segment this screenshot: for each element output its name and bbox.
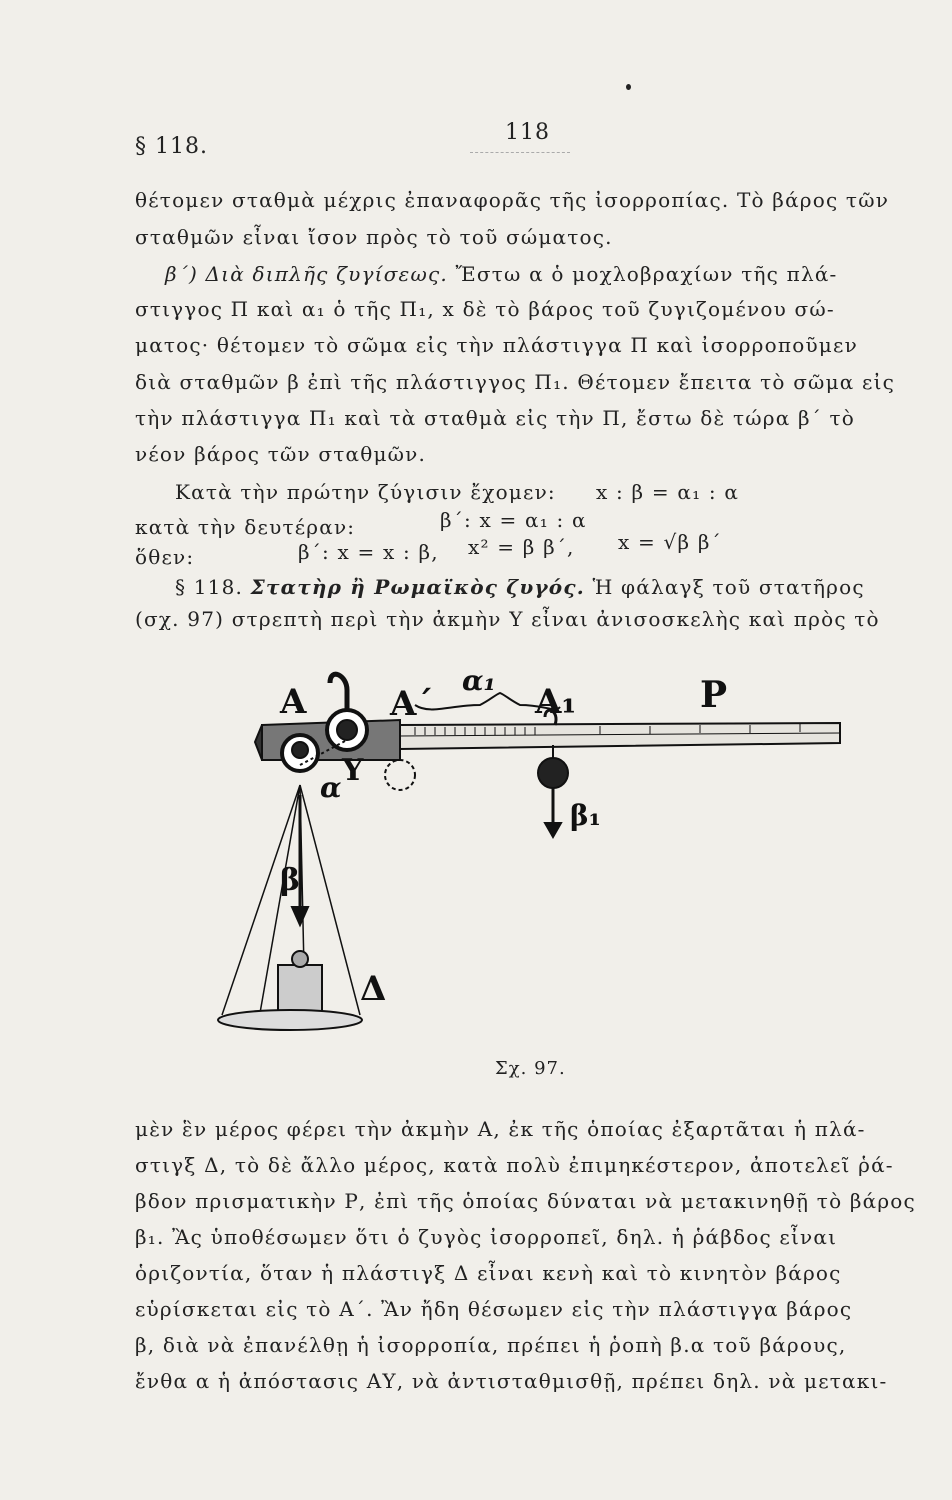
text-line: ὁριζοντία, ὅταν ἡ πλάστιγξ Δ εἶναι κενὴ καὶ τὸ κινητὸν βάρος — [135, 1261, 842, 1285]
text-line: σταθμῶν εἶναι ἴσον πρὸς τὸ τοῦ σώματος. — [135, 225, 613, 249]
text-line: στιγγος Π καὶ α₁ ὁ τῆς Π₁, x δὲ τὸ βάρος τοῦ ζυγιζομένου σώ- — [135, 297, 835, 321]
text-line: ματος· θέτομεν τὸ σῶμα εἰς τὴν πλάστιγγα Π καὶ ἰσορροποῦμεν — [135, 333, 858, 357]
equation-label-1: Κατὰ τὴν πρώτην ζύγισιν ἔχομεν: — [175, 480, 556, 504]
text-line: τὴν πλάστιγγα Π₁ καὶ τὰ σταθμὰ εἰς τὴν Π, ἔστω δὲ τώρα β΄ τὸ — [135, 406, 856, 430]
text-line: β, διὰ νὰ ἐπανέλθῃ ἡ ἰσορροπία, πρέπει ἡ ῥοπὴ β.α τοῦ βάρους, — [135, 1333, 847, 1357]
scale-pan — [218, 1010, 362, 1030]
label-A: Α — [280, 682, 307, 722]
label-A-prime: Α΄ — [390, 684, 434, 724]
text-line: εὑρίσκεται εἰς τὸ Α΄. Ἂν ἤδη θέσωμεν εἰς τὴν πλάστιγγα βάρος — [135, 1297, 853, 1321]
equation-3c: x = √β β΄ — [618, 530, 722, 554]
text-line: στιγξ Δ, τὸ δὲ ἄλλο μέρος, κατὰ πολὺ ἐπιμηκέστερον, ἀποτελεῖ ῥά- — [135, 1153, 894, 1177]
header-rule — [470, 152, 570, 153]
section-118-prefix: § 118. — [175, 575, 244, 599]
label-Y: Υ — [342, 753, 364, 788]
label-alpha1: α₁ — [462, 664, 496, 697]
top-hook — [330, 674, 347, 710]
text-line: νέον βάρος τῶν σταθμῶν. — [135, 442, 427, 466]
equation-label-2: κατὰ τὴν δευτέραν: — [135, 515, 356, 539]
sliding-weight — [538, 758, 568, 788]
label-A1: Α₁ — [535, 682, 577, 722]
paragraph-beta-title: β΄) Διὰ διπλῆς ζυγίσεως. — [165, 262, 448, 286]
text-line: ἔνθα α ἡ ἀπόστασις ΑΥ, νὰ ἀντισταθμισθῇ, πρέπει δηλ. νὰ μετακι- — [135, 1369, 888, 1393]
section-header: § 118. — [135, 134, 208, 159]
beta1-arrow — [545, 823, 561, 837]
ink-speck — [626, 84, 631, 90]
text-line: β₁. Ἂς ὑποθέσωμεν ὅτι ὁ ζυγὸς ἰσορροπεῖ, δηλ. ἡ ῥάβδος εἶναι — [135, 1225, 838, 1249]
paragraph-beta-text: Ἔστω α ὁ μοχλοβραχίων τῆς πλά- — [455, 262, 838, 286]
section-118-first-line — [175, 575, 915, 599]
text-line: θέτομεν σταθμὰ μέχρις ἐπαναφορᾶς τῆς ἰσορροπίας. Τὸ βάρος τῶν — [135, 188, 890, 212]
text-line: βδον πρισματικὴν Ρ, ἐπὶ τῆς ὁποίας δύναται νὰ μετακινηθῇ τὸ βάρος — [135, 1189, 916, 1213]
section-118-text: Ἡ φάλαγξ τοῦ στατῆρος — [592, 575, 865, 599]
label-beta1: β₁ — [570, 799, 601, 832]
section-118-title: Στατὴρ ἢ Ρωμαϊκὸς ζυγός. — [250, 575, 585, 599]
equation-1: x : β = α₁ : α — [596, 480, 740, 504]
paragraph-beta-first-line — [165, 262, 915, 286]
label-P: Ρ — [700, 674, 728, 716]
page-number: 118 — [505, 120, 550, 145]
steelyard-figure — [200, 645, 860, 1045]
equation-3b: x² = β β΄, — [468, 535, 575, 559]
label-Delta: Δ — [360, 969, 387, 1009]
equation-label-3: ὅθεν: — [135, 545, 195, 569]
beta-arrow — [292, 907, 308, 925]
text-line: μὲν ἓν μέρος φέρει τὴν ἀκμὴν Α, ἐκ τῆς ὁποίας ἐξαρτᾶται ἡ πλά- — [135, 1117, 866, 1141]
figure-caption: Σχ. 97. — [495, 1058, 566, 1079]
equation-2: β΄: x = α₁ : α — [440, 508, 587, 532]
label-alpha: α — [320, 771, 342, 804]
pivot-knife — [337, 720, 357, 740]
label-beta: β — [280, 863, 300, 898]
beam-tip — [255, 725, 262, 760]
equation-3a: β΄: x = x : β, — [298, 540, 439, 564]
text-line: διὰ σταθμῶν β ἐπὶ τῆς πλάστιγγος Π₁. Θέτομεν ἔπειτα τὸ σῶμα εἰς — [135, 370, 896, 394]
text-line: (σχ. 97) στρεπτὴ περὶ τὴν ἀκμὴν Υ εἶναι ἀνισοσκελὴς καὶ πρὸς τὸ — [135, 607, 880, 631]
initial-weight-outline — [385, 760, 415, 790]
